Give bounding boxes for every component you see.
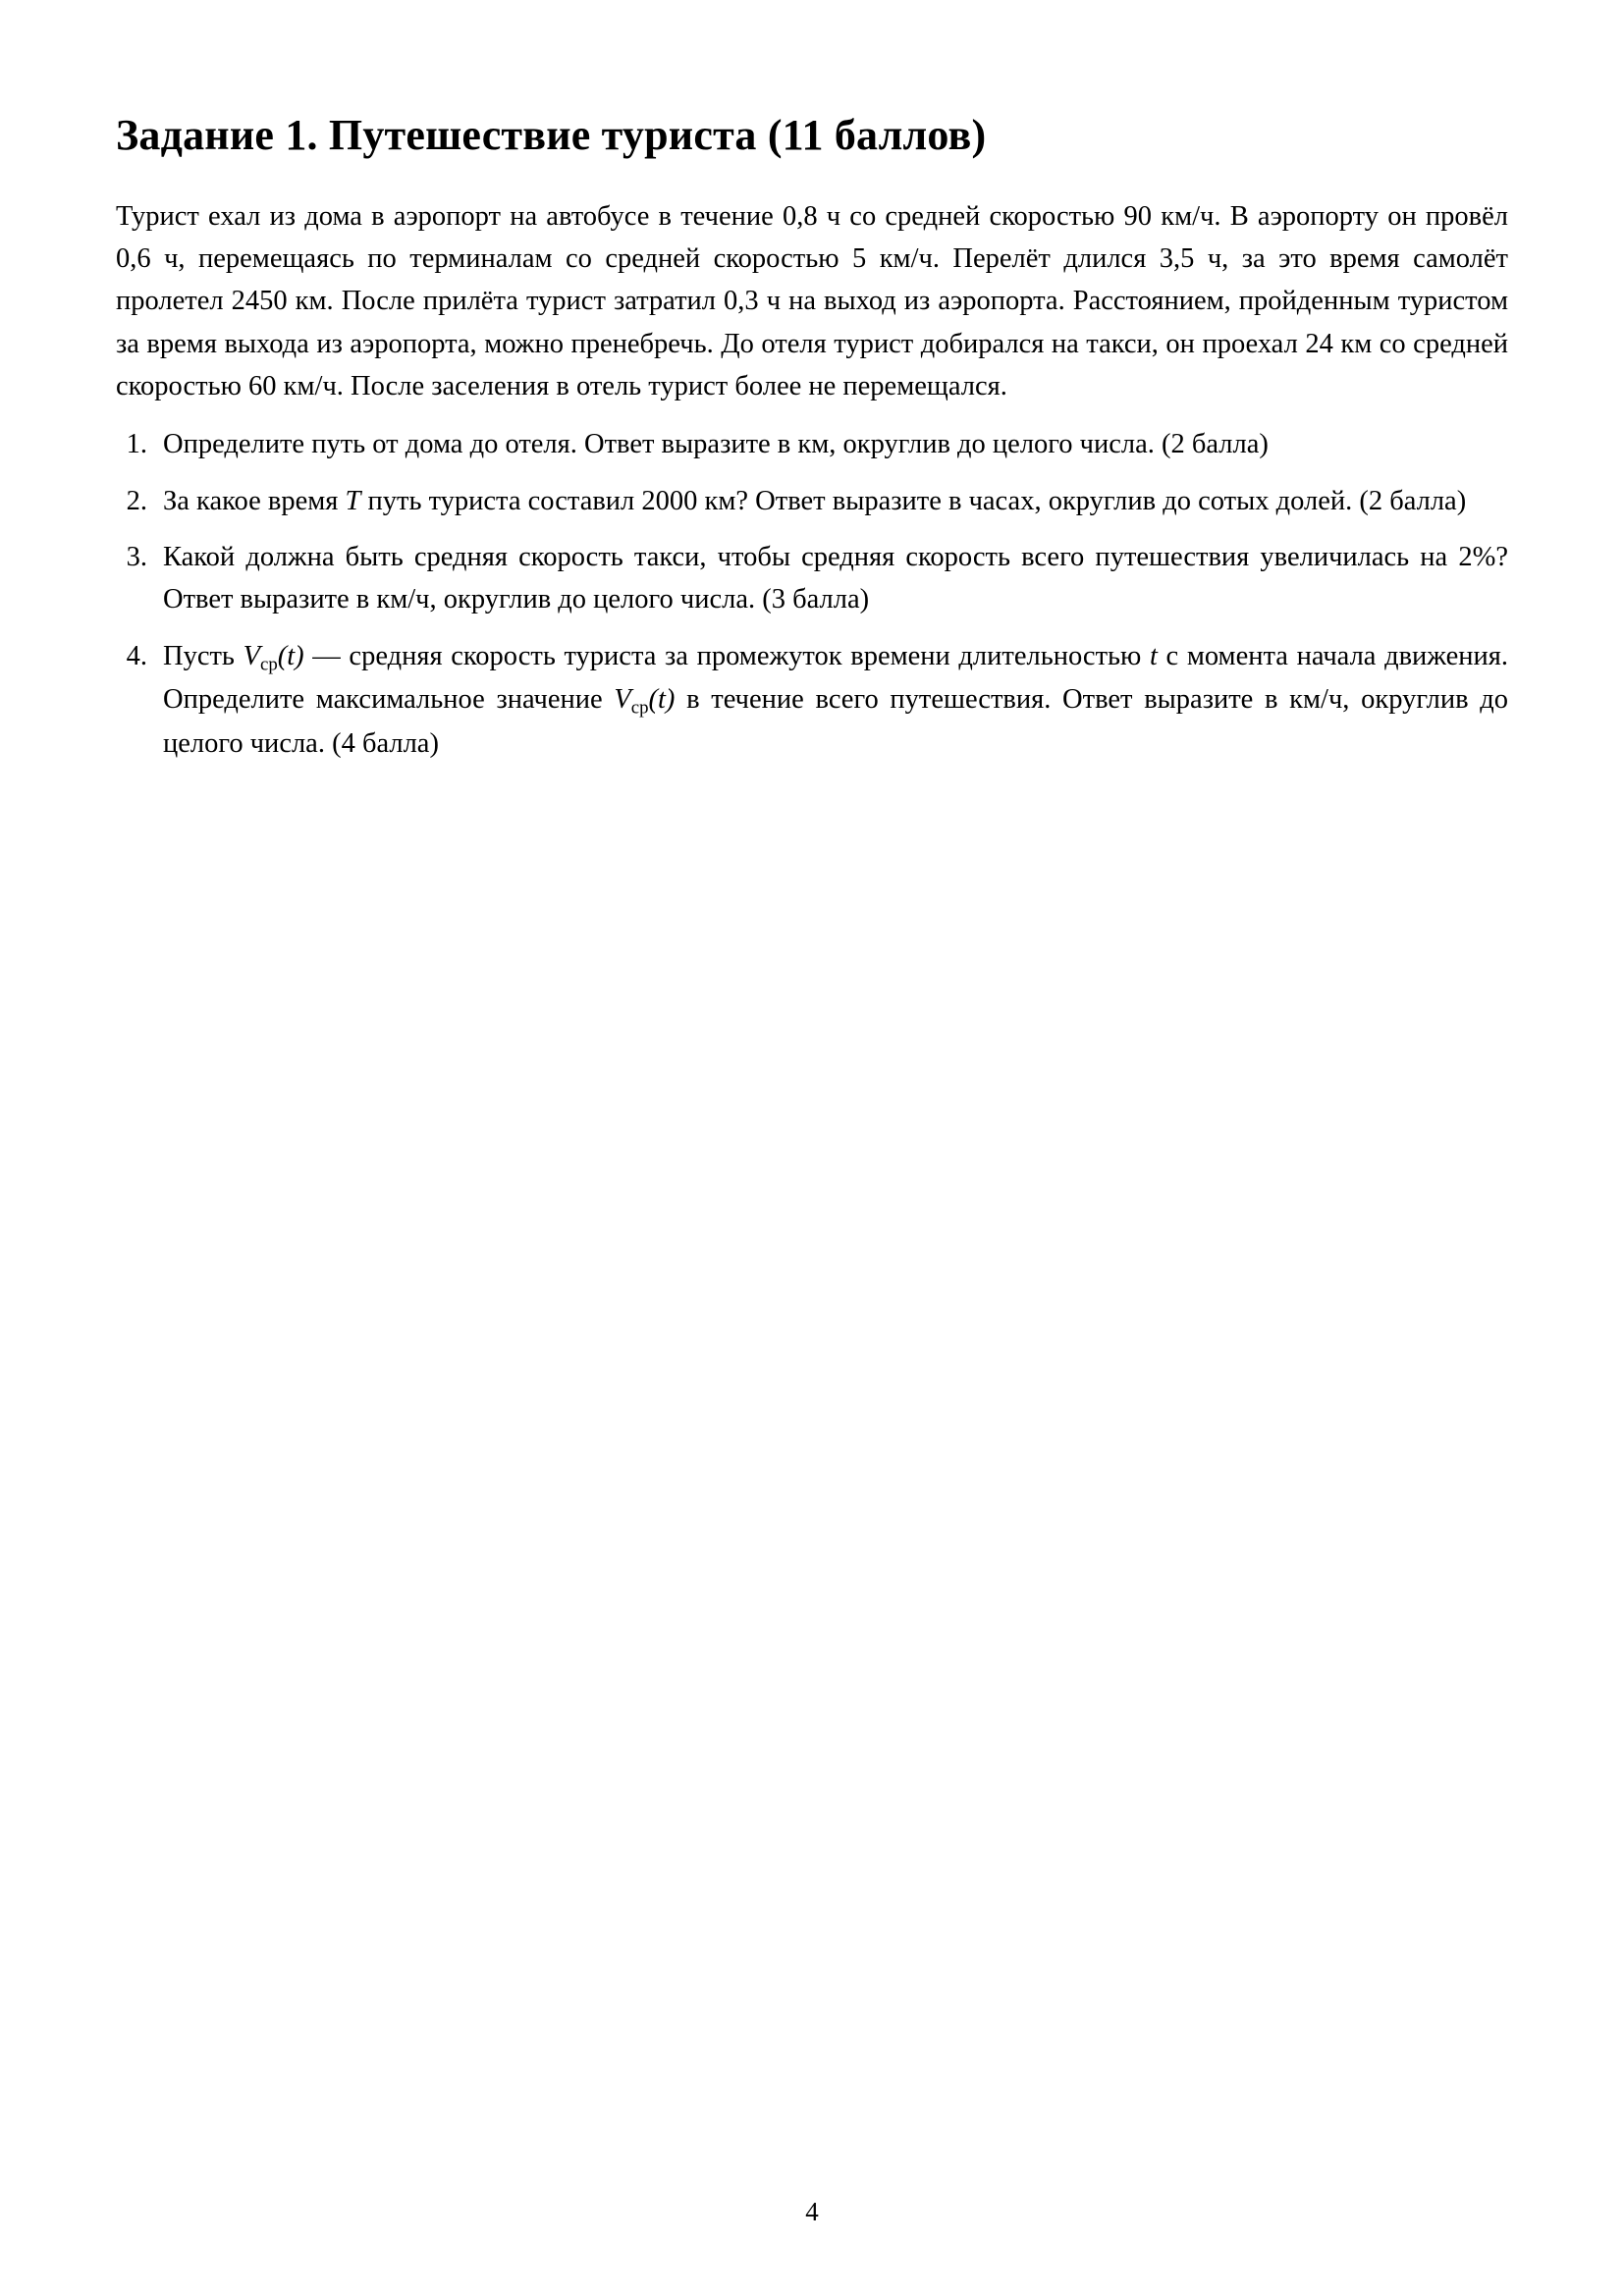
question-text-2-after: путь туриста составил 2000 км? Ответ выразите в часах, округлив до сотых долей. (2 балла): [360, 485, 1467, 516]
math-subscript-sr-2: ср: [630, 697, 649, 719]
math-argument-t-1: (t): [277, 640, 304, 671]
question-text-2-before: За какое время: [163, 485, 346, 516]
question-text-4-part2: — средняя скорость туриста за промежуток времени длительностью: [303, 640, 1150, 671]
question-number-1: 1.: [126, 429, 147, 460]
question-item-4: [116, 635, 1508, 766]
question-text-3: Какой должна быть средняя скорость такси, чтобы средняя скорость всего путешествия увеличилась на 2%? Ответ выразите в км/ч, округлив до целого числа. (3 балла): [163, 541, 1508, 615]
question-text-4-part3: с момента начала движения. Определите максимальное значение: [163, 640, 1509, 716]
question-text-4-part4: в течение всего путешествия. Ответ выразите в км/ч, округлив до целого числа. (4 балла): [163, 684, 1508, 760]
question-number-3: 3.: [126, 541, 147, 572]
intro-paragraph: Турист ехал из дома в аэропорт на автобусе в течение 0,8 ч со средней скоростью 90 км/ч. В аэропорту он провёл 0,6 ч, перемещаясь по терминалам со средней скоростью 5 км/ч. Перелёт длился 3,5 ч, за это время самолёт пролетел 2450 км. После прилёта турист затратил 0,3 ч на выход из аэропорта. Расстоянием, пройденным туристом за время выхода из аэропорта, можно пренебречь. До отеля турист добирался на такси, он проехал 24 км со средней скоростью 60 км/ч. После заселения в отель турист более не перемещался.: [116, 200, 1508, 402]
question-item-2: [116, 480, 1508, 522]
question-item-3: [116, 536, 1508, 621]
math-symbol-V-2: V: [614, 684, 631, 716]
question-number-2: 2.: [126, 485, 147, 516]
question-number-4: 4.: [126, 640, 147, 671]
questions-list: [116, 423, 1508, 765]
math-symbol-t: t: [1149, 640, 1158, 671]
question-text-4-part1: Пусть: [163, 640, 244, 671]
math-subscript-sr-1: ср: [260, 653, 278, 674]
math-symbol-V-1: V: [243, 640, 260, 671]
page-number: 4: [805, 2197, 819, 2226]
math-argument-t-2: (t): [648, 684, 676, 716]
question-text-1: Определите путь от дома до отеля. Ответ выразите в км, округлив до целого числа. (2 балла): [163, 429, 1269, 460]
question-item-1: [116, 423, 1508, 465]
math-symbol-T: T: [345, 485, 361, 516]
page-title: Задание 1. Путешествие туриста (11 баллов): [116, 111, 987, 159]
